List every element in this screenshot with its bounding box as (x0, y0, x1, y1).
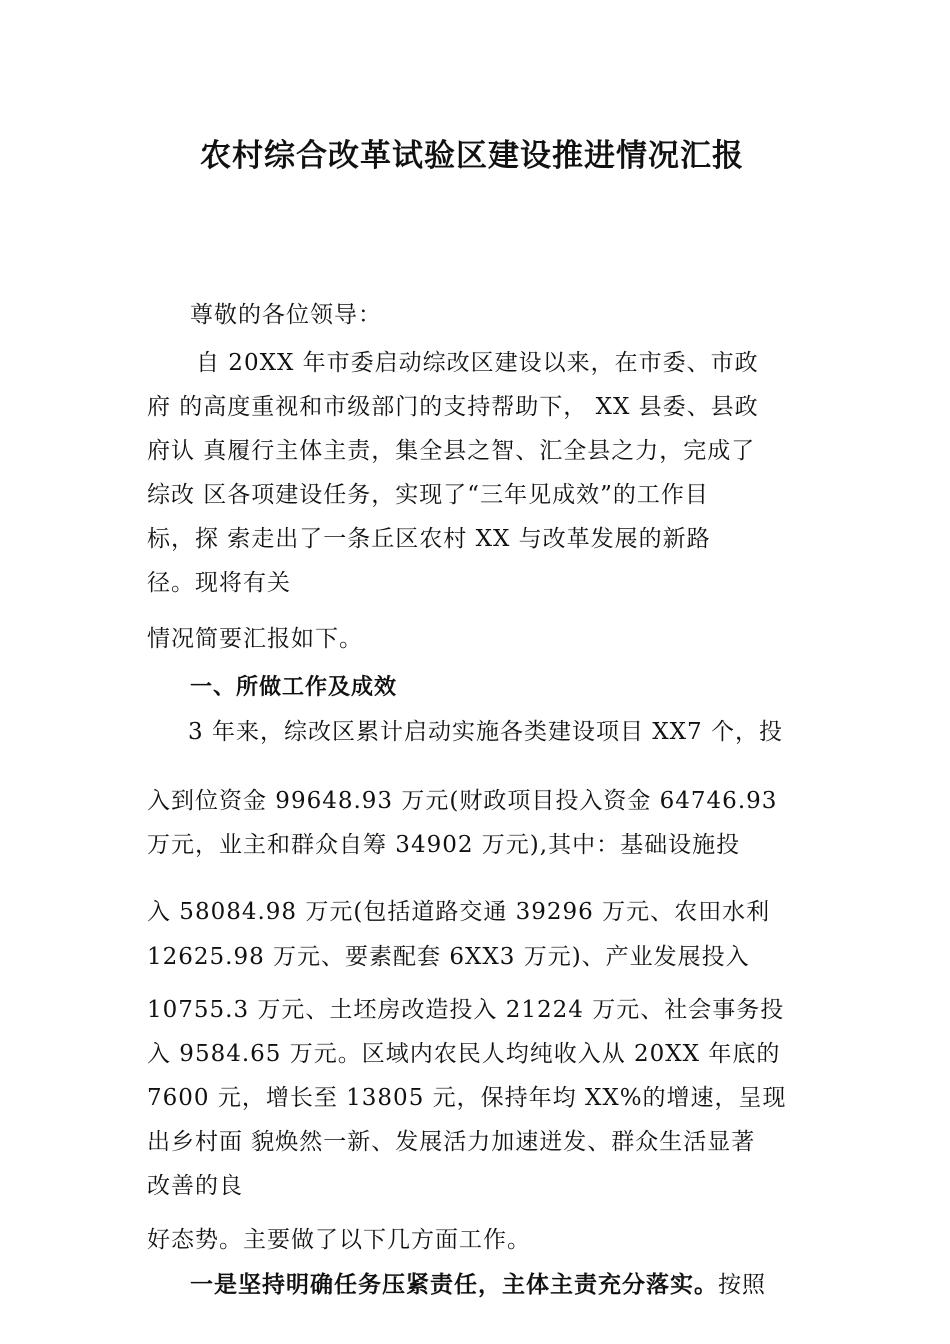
paragraph-first-line (190, 1270, 766, 1300)
section-heading: 一、所做工作及成效 (190, 675, 398, 700)
document-title: 农村综合改革试验区建设推进情况汇报 (200, 138, 744, 174)
salutation: 尊敬的各位领导： (190, 302, 382, 328)
intro-line-3: 府认 真履行主体主责，集全县之智、汇全县之力，完成了 (147, 438, 756, 464)
intro-line-1: 自 20XX 年市委启动综改区建设以来，在市委、市政 (196, 350, 759, 376)
body-line-7: 入 9584.65 万元。区域内农民人均纯收入从 20XX 年底的 (147, 1041, 781, 1067)
intro-line-2: 府 的高度重视和市级部门的支持帮助下， XX 县委、县政 (147, 394, 759, 420)
body-line-2: 入到位资金 99648.93 万元(财政项目投入资金 64746.93 (147, 788, 778, 814)
body-line-5: 12625.98 万元、要素配套 6XX3 万元)、产业发展投入 (147, 944, 750, 970)
body-line-10: 改善的良 (147, 1173, 243, 1199)
intro-line-4: 综改 区各项建设任务，实现了“三年见成效”的工作目 (147, 482, 709, 508)
body-line-11: 好态势。主要做了以下几方面工作。 (147, 1227, 531, 1253)
body-line-3: 万元，业主和群众自筹 34902 万元),其中：基础设施投 (147, 832, 741, 858)
intro-line-6: 径。现将有关 (147, 570, 291, 596)
intro-line-5: 标，探 索走出了一条丘区农村 XX 与改革发展的新路 (147, 526, 711, 552)
body-line-1: 3 年来，综改区累计启动实施各类建设项目 XX7 个，投 (188, 719, 783, 745)
bold-lead-text: 一是坚持明确任务压紧责任，主体主责充分落实。 (190, 1271, 718, 1298)
body-line-4: 入 58084.98 万元(包括道路交通 39296 万元、农田水利 (147, 899, 771, 925)
lead-continuation-text: 按照 (718, 1272, 766, 1298)
intro-line-7: 情况简要汇报如下。 (147, 626, 363, 652)
body-line-6: 10755.3 万元、土坯房改造投入 21224 万元、社会事务投 (147, 997, 785, 1023)
body-line-9: 出乡村面 貌焕然一新、发展活力加速迸发、群众生活显著 (147, 1129, 756, 1155)
body-line-8: 7600 元，增长至 13805 元，保持年均 XX%的增速，呈现 (147, 1085, 787, 1111)
